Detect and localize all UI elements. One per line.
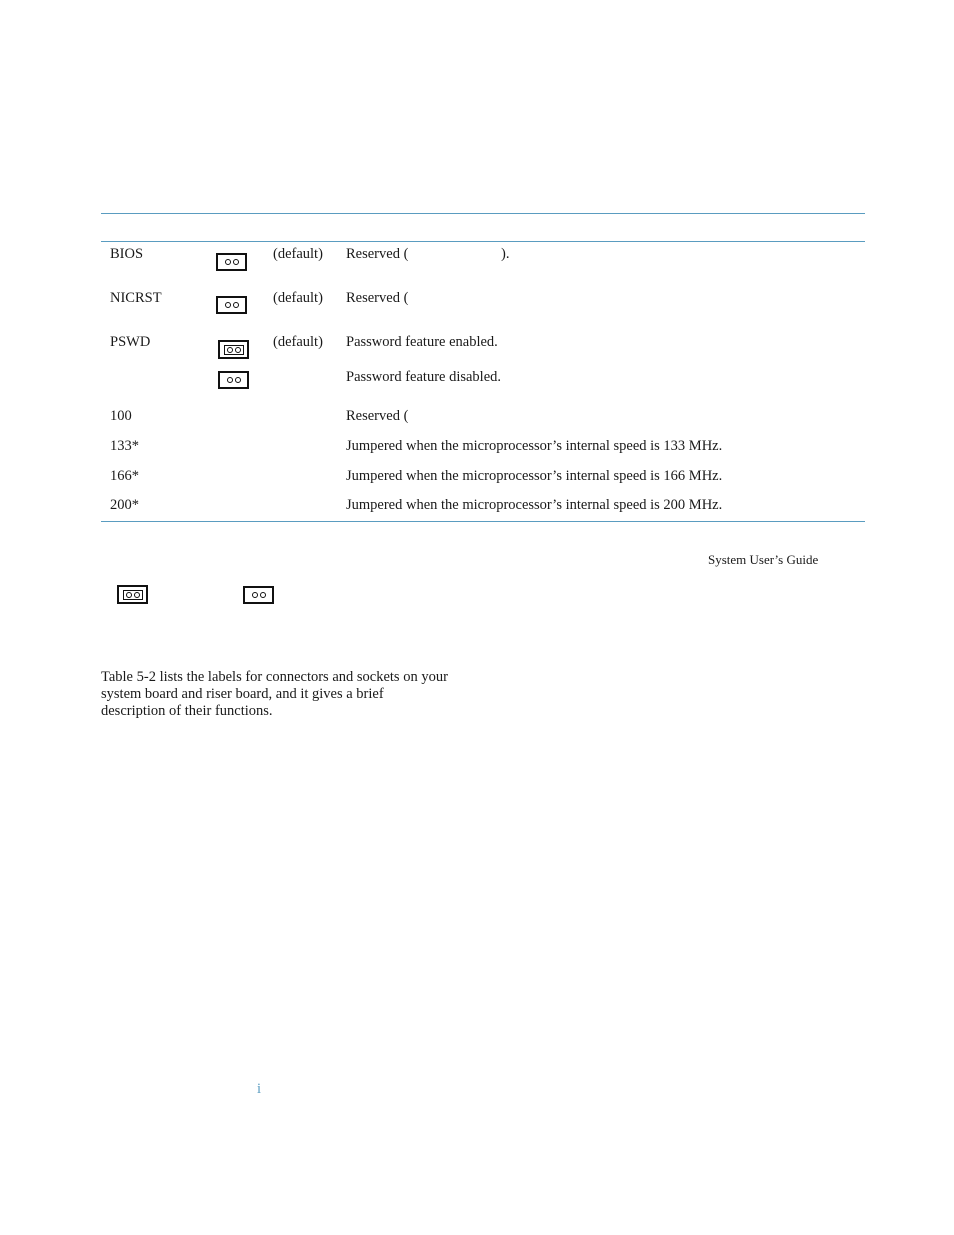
table-row-description: Password feature enabled. — [346, 334, 498, 350]
table-row-description: Jumpered when the microprocessor’s internal speed is 133 MHz. — [346, 438, 723, 454]
table-row-description: Password feature disabled. — [346, 369, 502, 385]
open-jumper-icon — [218, 371, 249, 389]
table-row-name: NICRST — [110, 290, 162, 306]
table-row-name: PSWD — [110, 334, 151, 350]
table-row-setting: (default) — [273, 334, 323, 350]
installed-jumper-legend-icon — [117, 585, 148, 604]
body-paragraph: Table 5-2 lists the labels for connectors and sockets on your system board and riser board, and it gives a brief description of their functions. — [101, 669, 448, 719]
table-row-name: 133* — [110, 438, 139, 454]
table-row-name: BIOS — [110, 246, 144, 262]
table-row-description: Reserved ( — [346, 290, 409, 306]
installed-jumper-icon — [218, 340, 249, 359]
table-row-setting: (default) — [273, 246, 323, 262]
table-top-rule — [101, 213, 865, 214]
table-row-description: Jumpered when the microprocessor’s internal speed is 166 MHz. — [346, 468, 723, 484]
page-marker: i — [257, 1081, 262, 1097]
table-row-description-tail: ). — [501, 246, 510, 262]
open-jumper-legend-icon — [243, 586, 274, 604]
table-row-name: 100 — [110, 408, 132, 424]
table-row-setting: (default) — [273, 290, 323, 306]
running-footer: System User’s Guide — [708, 552, 819, 567]
table-row-name: 200* — [110, 497, 139, 513]
table-header-rule — [101, 241, 865, 242]
open-jumper-icon — [216, 296, 247, 314]
table-bottom-rule — [101, 521, 865, 522]
open-jumper-icon — [216, 253, 247, 271]
table-row-description: Jumpered when the microprocessor’s internal speed is 200 MHz. — [346, 497, 723, 513]
table-row-description: Reserved ( — [346, 246, 409, 262]
table-row-description: Reserved ( — [346, 408, 409, 424]
table-row-name: 166* — [110, 468, 139, 484]
